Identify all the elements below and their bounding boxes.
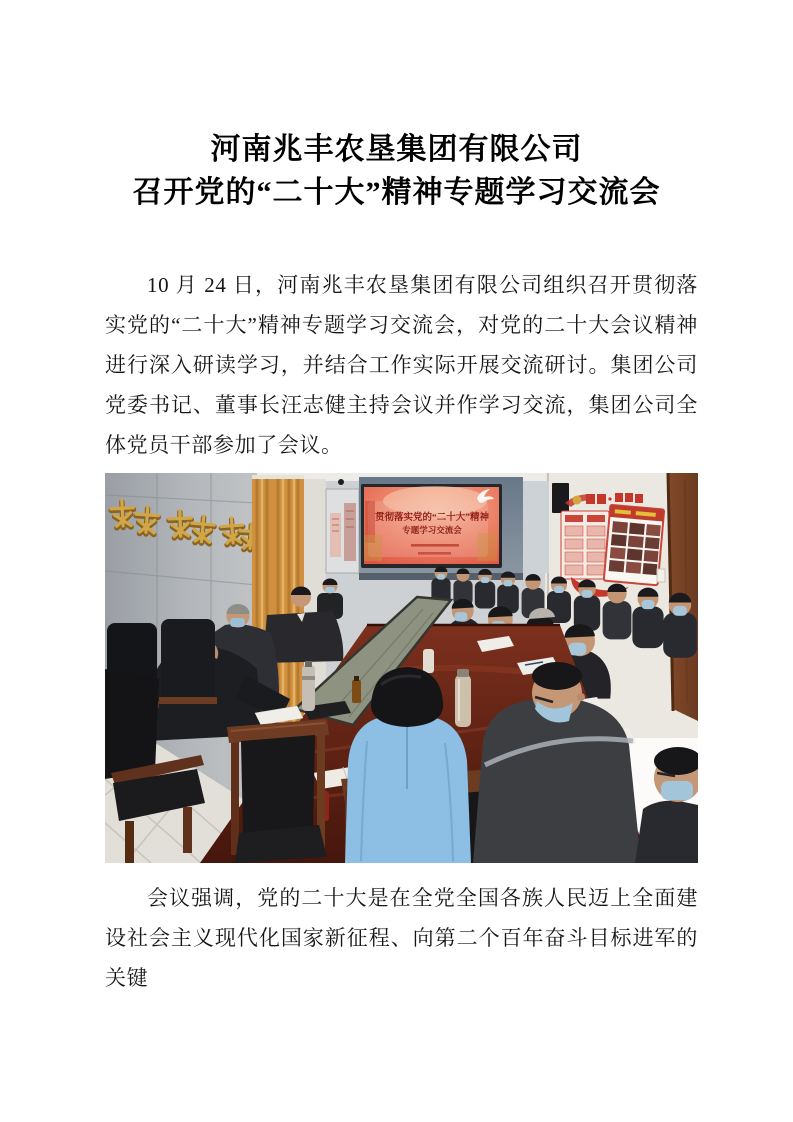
document-title (0, 128, 793, 214)
slide-title-line-2: 专题学习交流会 (402, 525, 462, 535)
meeting-photo-illustration (105, 473, 698, 863)
meeting-photo (105, 473, 698, 863)
paragraph-1: 10 月 24 日，河南兆丰农垦集团有限公司组织召开贯彻落实党的“二十大”精神专题学习交流会，对党的二十大会议精神进行深入研读学习，并结合工作实际开展交流研讨。集团公司党委书记、董事长汪志健主持会议并作学习交流，集团公司全体党员干部参加了会议。 (105, 273, 698, 457)
photo-tone-overlay (105, 473, 698, 863)
title-line-1: 河南兆丰农垦集团有限公司 (210, 133, 583, 166)
slide-title-line-1: 贯彻落实党的“二十大”精神 (374, 513, 490, 523)
title-line-2: 召开党的“二十大”精神专题学习交流会 (132, 176, 661, 209)
paragraph-2: 会议强调，党的二十大是在全党全国各族人民迈上全面建设社会主义现代化国家新征程、向第二个百年奋斗目标进军的关键 (105, 886, 698, 990)
